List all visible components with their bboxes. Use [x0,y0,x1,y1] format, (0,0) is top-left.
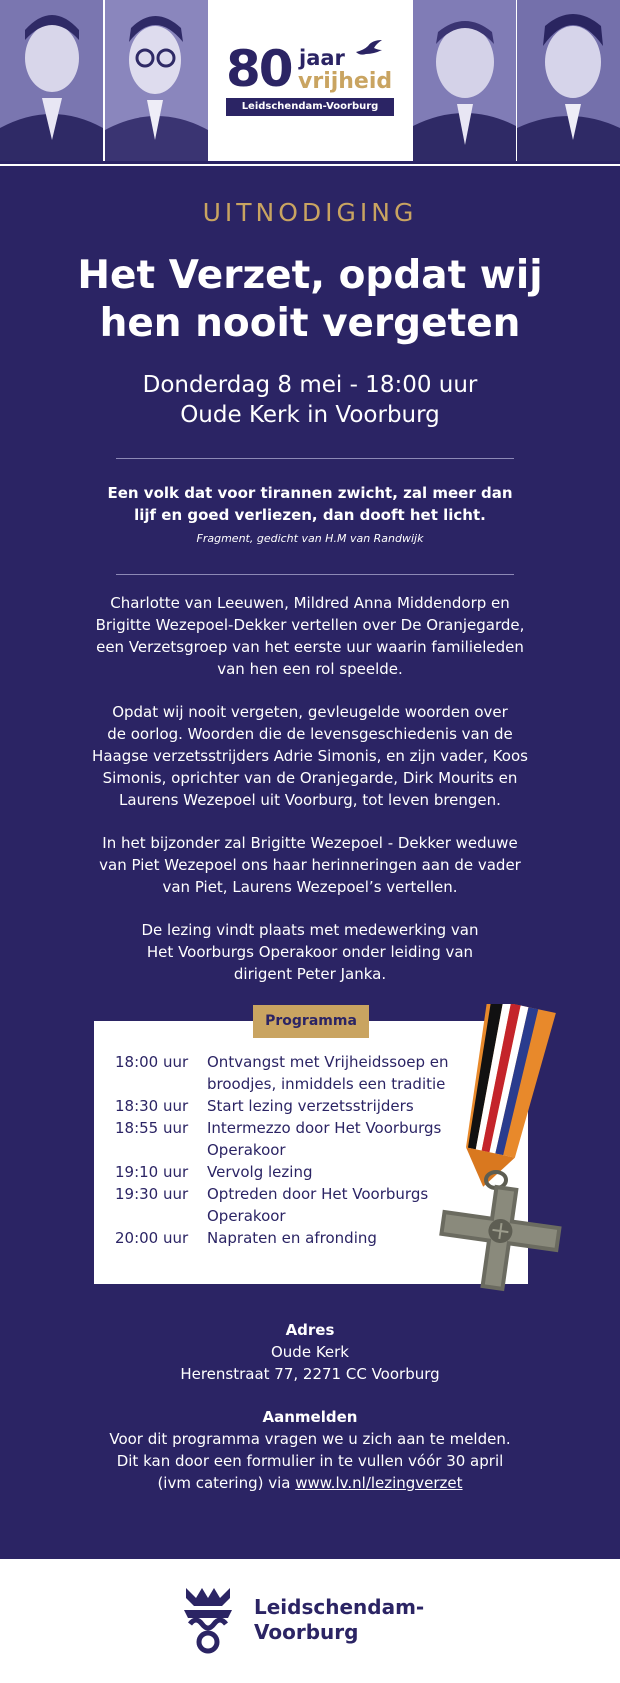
80-jaar-vrijheid-logo [226,26,396,128]
paragraph-line: Brigitte Wezepoel-Dekker vertellen over De Oranjegarde, [95,616,525,634]
event-venue: Oude Kerk in Voorburg [180,402,440,428]
program-activity: Vervolg lezing [207,1163,313,1181]
program-time: 19:10 uur [115,1163,189,1181]
paragraph-line: van hen een rol speelde. [217,660,403,678]
portrait-photo-2 [105,0,208,161]
header-banner [0,0,620,163]
portrait-image [517,0,620,161]
municipality-crown-logo [182,1584,234,1654]
program-activity: Start lezing verzetsstrijders [207,1097,414,1115]
paragraph-line: Het Voorburgs Operakoor onder leiding van [146,943,474,961]
paragraph-line: De lezing vindt plaats met medewerking van [141,921,479,939]
choir-paragraph [60,919,560,985]
paragraph-line: Haagse verzetsstrijders Adrie Simonis, en zijn vader, Koos [92,747,528,765]
paragraph-line: Opdat wij nooit vergeten, gevleugelde woorden over [112,703,508,721]
quote-line-1: Een volk dat voor tirannen zwicht, zal meer dan [107,484,513,502]
registration-block [0,1428,620,1494]
paragraph-line: dirigent Peter Janka. [233,965,387,983]
resistance-cross-medal-image [430,1004,580,1294]
portrait-image [105,0,208,161]
municipality-name-line-1: Leidschendam- [254,1595,425,1619]
address-block [0,1341,620,1385]
portrait-photo-1 [0,0,103,161]
address-line: Oude Kerk [270,1343,349,1361]
paragraph-line: van Piet Wezepoel ons haar herinneringen aan de vader [99,856,521,874]
logo-number: 80 [226,40,292,98]
registration-line: Voor dit programma vragen we u zich aan te melden. [109,1430,511,1448]
portrait-photo-3 [413,0,516,161]
portrait-image [413,0,516,161]
memories-paragraph [60,832,560,898]
quote-line-2: lijf en goed verliezen, dan dooft het licht. [134,506,486,524]
intro-paragraph [60,592,560,680]
event-date: Donderdag 8 mei - 18:00 uur [142,372,478,398]
registration-line [0,1472,620,1494]
program-time: 19:30 uur [115,1185,189,1203]
portrait-image [0,0,103,161]
poem-quote [0,482,620,526]
portrait-photo-4 [517,0,620,161]
program-activity: Intermezzo door Het Voorburgs Operakoor [207,1119,442,1159]
program-time: 18:00 uur [115,1053,189,1071]
header-divider [0,161,620,164]
event-title-line-1: Het Verzet, opdat wij [77,253,543,298]
paragraph-line: een Verzetsgroep van het eerste uur waarin familieleden [96,638,524,656]
program-activity: Ontvangst met Vrijheidssoep en broodjes, inmiddels een traditie [207,1053,449,1093]
address-line: Herenstraat 77, 2271 CC Voorburg [180,1365,440,1383]
paragraph-line: van Piet, Laurens Wezepoel’s vertellen. [162,878,458,896]
divider [116,458,514,459]
paragraph-line: Charlotte van Leeuwen, Mildred Anna Middendorp en [110,594,510,612]
dove-icon [354,38,384,60]
registration-line: Dit kan door een formulier in te vullen vóór 30 april [116,1452,504,1470]
program-activity: Optreden door Het Voorburgs Operakoor [207,1185,429,1225]
program-activity: Napraten en afronding [207,1229,377,1247]
program-time: 18:55 uur [115,1119,189,1137]
registration-heading: Aanmelden [262,1408,358,1426]
program-label: Programma [253,1005,369,1038]
paragraph-line: de oorlog. Woorden die de levensgeschiedenis van de [107,725,513,743]
logo-jaar: jaar [299,46,345,70]
invitation-panel [0,166,620,1559]
program-time: 18:30 uur [115,1097,189,1115]
paragraph-line: Laurens Wezepoel uit Voorburg, tot leven brengen. [119,791,501,809]
quote-source: Fragment, gedicht van H.M van Randwijk [196,532,424,545]
registration-line-prefix: (ivm catering) via [157,1474,296,1492]
divider [116,574,514,575]
event-title-line-2: hen nooit vergeten [99,301,521,346]
paragraph-line: Simonis, oprichter van de Oranjegarde, Dirk Mourits en [102,769,518,787]
story-paragraph [60,701,560,811]
paragraph-line: In het bijzonder zal Brigitte Wezepoel - Dekker weduwe [102,834,518,852]
address-heading: Adres [285,1321,335,1339]
registration-link[interactable]: www.lv.nl/lezingverzet [295,1474,463,1492]
municipality-name [254,1595,424,1645]
event-when-where [0,370,620,430]
logo-band: Leidschendam-Voorburg [226,98,394,116]
program-time: 20:00 uur [115,1229,189,1247]
footer [0,1559,620,1683]
event-title [0,252,620,348]
invitation-label: UITNODIGING [202,198,418,227]
municipality-name-line-2: Voorburg [254,1620,359,1644]
logo-vrijheid: vrijheid [298,69,393,94]
